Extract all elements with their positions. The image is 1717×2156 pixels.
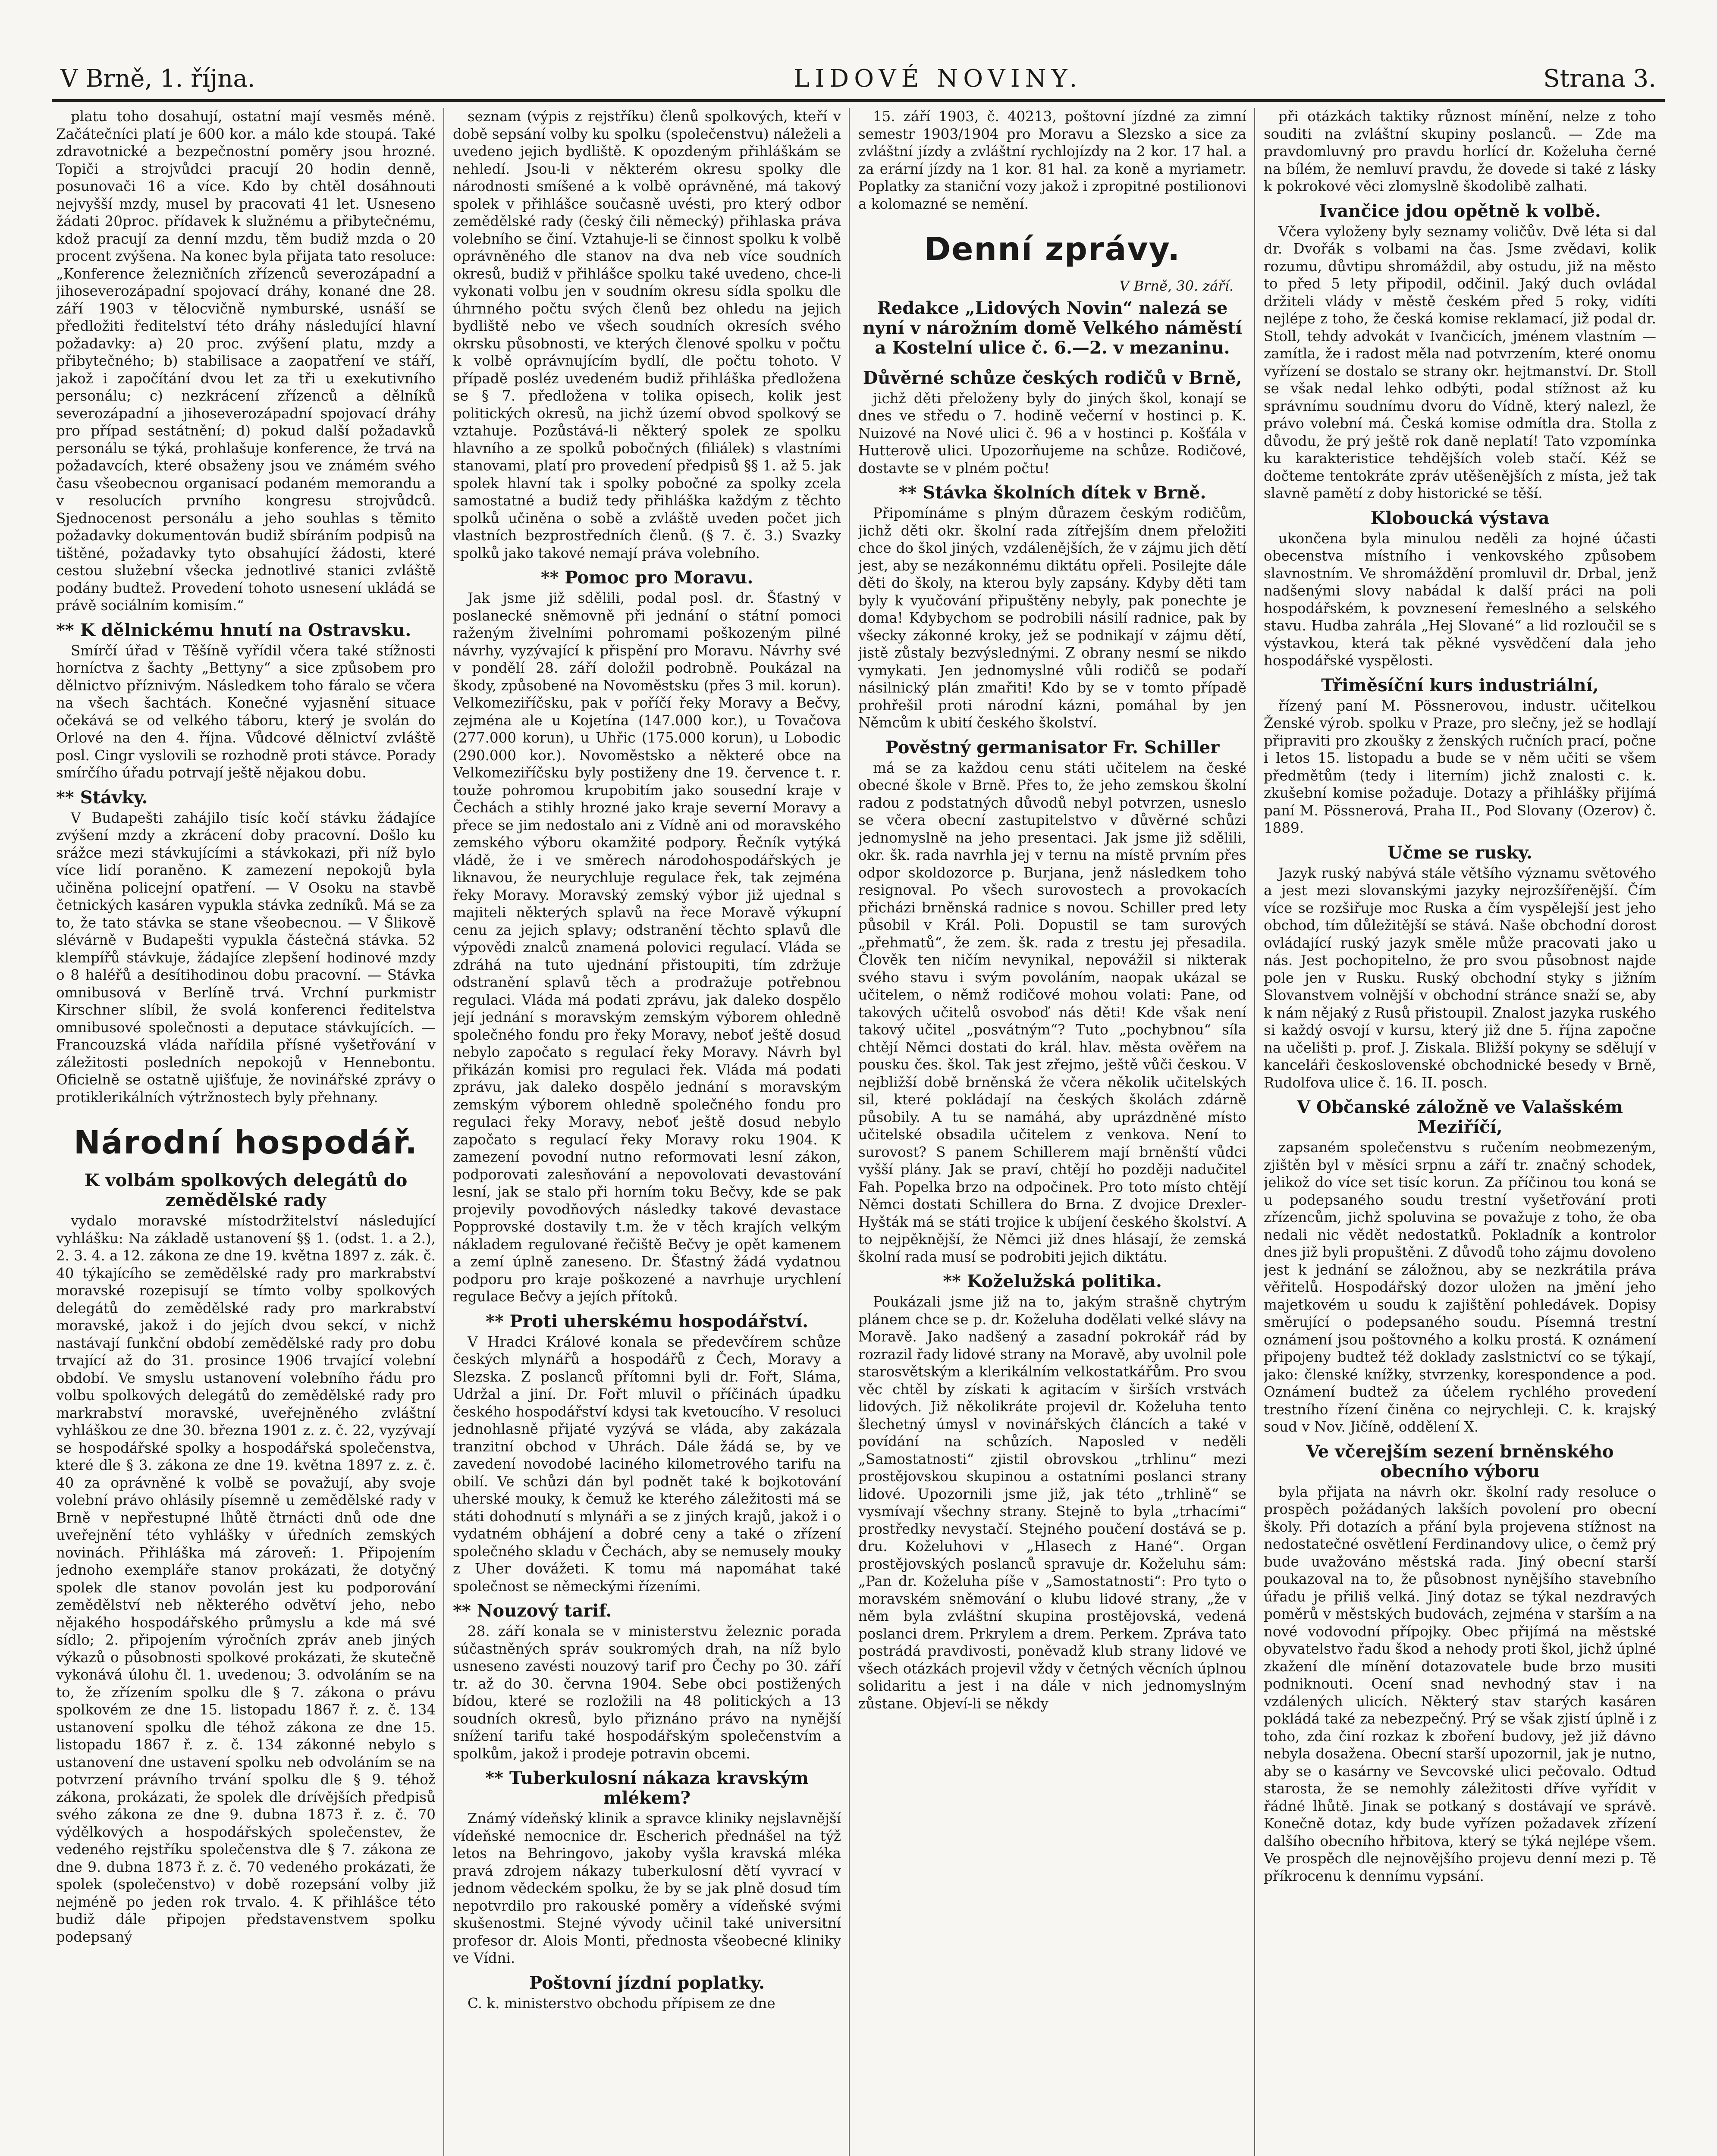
column-3: [858, 108, 1246, 2156]
column-1: [56, 108, 436, 2156]
section-heading-daily-news: Denní zprávy.: [924, 231, 1181, 268]
article-heading: Třiměsíční kurs industriální,: [1321, 675, 1599, 696]
article-text: Poukázali jsme již na to, jakým strašně chytrým plánem chce se p. dr. Koželuha dodělati velké slávy na Moravě. Jako nadšený a zasadní pokrokář rád by rozrazil řady lidové strany na Moravě, aby uvolnil pole starosvětským a klerikálním velkostatkářům. Pro svou věc chtěl by získati k agitacím v širších vrstvách lidových. Již několikráte projevil dr. Koželuha tento šlechetný úmysl v novinářských článcích a také v povídání na schůzích. Naposled v neděli „Samostatnosti“ zjistil obrovskou „trhlinu“ mezi prostějovskou skupinou a ostatními poslanci strany lidové. Upozornili jsme již, jak této „trhlině“ se vysmívají všechny strany. Stejně to byla „trhacími“ prostředky nevystačí. Stejného poučení dostává se p. dru. Koželuhovi v „Hlasech z Hané“. Organ prostějovských poslanců spravuje dr. Koželuhu sám: „Pan dr. Koželuha píše v „Samostatnosti“: Pro tyto o moravském sněmování o klubu lidové strany, „že v něm byla zvláštní skupina prostějovská, vedená poslanci drem. Prkrylem a drem. Perkem. Zpráva tato postrádá pravdivosti, poněvadž klub strany lidové ve všech otázkách projevil vždy v četných věcních úplnou solidaritu a jest i na dále v nich jednomyslným zůstane. Objeví-li se někdy: [858, 1294, 1246, 1712]
article-heading: ** Tuberkulosní nákaza kravským mlékem?: [485, 1768, 809, 1808]
article-text: byla přijata na návrh okr. školní rady resoluce o prospěch požádaných lakších povolení pro obecní školy. Při dotazích a přání byla projevena stížnost na nedostatečné osvětlení Ferdinandovy ulice, o čemž prý bude uvažováno městská rada. Jiný obecní starší poukazoval na to, že působnost nynějšího stavebního úřadu je přiliš velká. Jiný dotaz se týkal nezdravých poměrů v městských budovách, zejména v starším a na nové vodovodní přípojky. Obec přijímá na městské obyvatelstvo řadu škod a nehody proti škol, jichž úplné zkažení dle mínění dotazovatele bude brzo musiti podniknouti. Ocení snad nevhodný stav i na vzdálených ulicích. Některý stav starých kasáren pokládá také za nebezpečný. Prý se však zjistí úplně i z toho, zda činí rozkaz k zboření budovy, jež již dávno nebyla dosažena. Obecní starší upozornil, jak je nutno, aby se o kasárny ve Sevcovské ulici pečovalo. Odtud starosta, že se nemohly záležitosti dříve vyřídit v řádné lhůtě. Jinak se potkaný s dostávají ve správě. Konečně dotaz, kdy bude vyřízen požadavek zřízení dalšího obecního hřbitova, který se týká nejlépe všem. Ve prospěch dle nejnovějšího projevu denní mezi p. Tě příkrocenu k dennímu vypsání.: [1264, 1483, 1656, 1884]
masthead-page-number: Strana 3.: [1543, 65, 1656, 93]
article-text: seznam (výpis z rejstříku) členů spolkových, kteří v době sepsání volby ku spolku (společenstvu) náleželi a uvedeno jejich bydliště. K opozdeným přihláškám se nehledí. Jsou-li v některém okresu spolky dle národnosti smíšené a k volbě oprávněné, má takový spolek v přihlášce současně uvésti, pro který odbor zemědělské rady (český čili německý) přihlaska práva volebního se činí. Vztahuje-li se činnost spolku k volbě oprávněného dle stanov na dva neb více soudních okresů, budiž v přihlášce spolku také uvedeno, chce-li vykonati volbu jen v soudním okresu sídla spolku dle úhrnného počtu svých členů bez ohledu na jejich bydliště nebo ve všech soudních okresích svého okrsku působnosti, ve kterých členové spolku v počtu k volbě oprávnujícím bydlí, dle počtu tohoto. V případě posléz uvedeném budiž přihláška předložena se § 7. předloženа v tolika opisech, kolik jest politických okresů, na jichž území obvod spolkový se vztahuje. Pozůstává-li některý spolek ze spolku hlavního a ze spolků pobočných (filiálek) s vlastními stanovami, platí pro provedení předpisů §§ 1. až 5. jak spolek hlavní tak i spolky pobočné za spolky zcela samostatné a budiž tedy přihláška každým z těchto spolků učiněna o sobě a zvláště uveden počet jich vlastních bezprostředních členů. (§ 7. č. 3.) Svazky spolků jako takové nemají práva volebního.: [453, 108, 841, 561]
article-text: Připomínáme s plným důrazem českým rodičům, jichž děti okr. školní rada zítřejším dnem přeložiti chce do škol jiných, vzdálenějších, že v zájmu jich dětí jest, aby se nezákonnému diktátu opřeli. Posilejte dále děti do školy, na kterou byly zapsány. Kdyby děti tam byly k vyučování připuštěny nebyly, pak ponechte je doma! Kdybychom se podrobili násilí radnice, pak by všecky zákonné kroky, jež se podnikají v zájmu dětí, jistě zůstaly bezvýslednými. Z obrany nesmí se nikdo vymykati. Jen jednomyslné vůli rodičů se podaří násilnický plán zmařiti! Kdo by se v tomto případě prohřešil proti národní kázni, pomáhal by jen Němcům k ubití českého školství.: [858, 505, 1246, 731]
article-heading: K volbám spolkových delegátů do zemědělské rady: [84, 1170, 408, 1210]
column-4: [1264, 108, 1656, 2156]
article-text: při otázkách taktiky různost mínění, nelze z toho souditi na zvláštní skupiny poslanců. — Zde ma pravdomluvný pro pravdu horlící dr. Koželuha černé na bílém, že nemluví pravdu, že dovede si také z lásky k pokrokové věci zlomyslně škodolibě zalhati.: [1264, 108, 1656, 194]
article-text: Jazyk ruský nabývá stále většího významu světového a jest mezi slovanskými jazyky nejrozšířenější. Čím více se rozšiřuje moc Ruska a čím vyspělejší jest jeho obchod, tím důležitější se stává. Naše obchodní dorost ovládající ruský jazyk směle může pracovati jako u nás. Jest pochopitelno, že pro svou působnost najde pole jen v Rusku. Ruský obchodní styky s jižním Slovanstvem volnější v obchodní stránce snaží se, aby k nám nějaký z Rusů přistoupil. Znalost jazyka ruského si každý osvojí v kursu, který již dne 5. října započne na učelišti p. prof. J. Ziskala. Bližší pokyny se sdělují v kanceláři československé obchodnické besedy v Brně, Rudolfova ulice č. 16. II. posch.: [1264, 865, 1656, 1091]
article-heading: ** K dělnickému hnutí na Ostravsku.: [56, 620, 411, 640]
article-text: má se za každou cenu státi učitelem na české obecné škole v Brně. Přes to, že jeho zemskou školní radou z podstatných důvodů nebyl potvrzen, usneslo se včera obecní zastupitelstvo v důvěrné schůzi jednomyslně na jeho presentaci. Jak jsme již sdělili, okr. šk. rada navrhla jej v ternu na místě prvním přes odpor skoldozorce p. Burjana, jenž následkem toho resignoval. Po všech surovostech a provokacích přicházi brněnská radnice s novou. Schiller pred lety působil v Král. Poli. Dopustil se tam surových „přehmatů“, že zem. šk. rada z trestu jej přesadila. Člověk ten ničím nevynikal, nepovážil si nikterak svého stavu i svým povoláním, naopak ukázal se učitelem, o němž rodičové mohou volati: Pane, od takových učitelů osvoboď nás děti! Kde však není takový učitel „posvátným“? Tuto „pochybnou“ síla chtějí Němci dostati do král. hlav. města ověřem na pousku čes. škol. Tak jest zřejmo, ještě vůči českou. V nejbližší době brněnská že včera několik učitelských sil, které pokládají na českých školách zdárně působily. A tu se namáhá, aby uprázdněné místo učitelské obsadila učitelem z venkova. Není to surovost? S panem Schillerem mají brněnští vůdci vyšší plány. Jak se praví, chtějí ho později nadučitel Fah. Popelka brzo na odpočinek. Pro toto místo chtějí Němci dostati Schillera do Brna. Z dvojice Drexler-Hyšták má se státi trojice k ubíjení českého školství. A to nejpěknější, že Němci již dnes hlásají, že zemská školní rada musí se podrobiti jejich diktátu.: [858, 759, 1246, 1265]
masthead-date: V Brně, 1. října.: [60, 65, 255, 93]
column-divider: [1254, 108, 1255, 2156]
article-heading: Ve včerejším sezení brněnského obecního výboru: [1306, 1441, 1614, 1482]
editorial-notice: Redakce „Lidových Novin“ nalezá se nyní v nárožním domě Velkého náměstí a Kostelní ulice č. 6.—2. v mezaninu.: [863, 298, 1242, 358]
article-heading: Učme se rusky.: [1387, 842, 1532, 863]
masthead: [52, 52, 1665, 102]
article-text: C. k. ministerstvo obchodu přípisem ze dne: [468, 1995, 775, 2012]
article-heading: V Občanské záložně ve Valašském Meziříčí,: [1297, 1097, 1623, 1137]
article-text: 28. září konala se v ministerstvu železnic porada súčastněných správ soukromých drah, na níž bylo usneseno zavésti nouzový tarif pro Čechy po 30. září tr. až do 30. června 1904. Sebe obci postižených bídou, které se rozložili na 48 politických a 13 soudních okresů, bylo přiznáno právo na nynější snížení tarifu také hospodářským společenstvím a spolkům, jakož i prodeje potravin obcemi.: [453, 1623, 841, 1762]
article-text: Jak jsme již sdělili, podal posl. dr. Šťastný v poslanecké sněmovně při jednání o státní pomoci raženým živelními pohromami poškozeným pilné návrhy, vyzývající k přispění pro Moravu. Návrhy své v pondělí 28. září doložil podrobně. Poukázal na škody, způsobené na Novoměstsku (přes 3 mil. korun). Velkomeziříčsku, pak v poříčí řeky Moravy a Bečvy, zejména ale u Kojetína (147.000 kor.), u Tovačova (277.000 korun), u Uhřic (175.000 korun), u Lobodic (290.000 kor.). Novoměstsko a některé obce na Velkomeziříčsku byly postiženy dne 19. července t. r. touže pohromou krupobitím jako sousední kraje v Čechách a stihly hrozné jako kraje severní Moravy a přece se jim nedostalo ani z Vídně ani od moravského zemského výboru okamžité podpory. Řečník vytýká vládě, že i ve směrech národohospodářských je liknavou, že neurychluje regulace řek, tak zejména řeky Moravy. Moravský zemský výbor již ujednal s majiteli některých splavů na řece Moravě výkupní cenu za jejich splavy; odstranění těchto splavů dle výpovědi znalců znamená polovici regulací. Vláda se zdráhá na tuto ujednání přistoupiti, tím zdržuje odstranění splavů těch a prodražuje potřebnou regulaci. Vláda má podati zprávu, jak daleko dospělo její jednání s moravským zemským výborem ohledně společného fondu pro řeky Moravy, neboť ještě dosud nebylo započato s regulací řeky Moravy. Návrh byl přikázán komisi pro regulaci řek. Vláda má podati zprávu, jak daleko dospělo jednání s moravským zemským výborem ohledně společného fondu pro regulaci řeky Moravy, neboť ještě dosud nebylo započato s regulací řeky Moravy roku 1904. K zamezení povodní nutno reformovati lesní zákon, podporovati zalesňování a nepovolovati devastování lesní, jak se stalo při horním toku Bečvy, kde se pak projevily povodňových následky takové devastace Popprovské dostavily t.m. že v těch krajích velkým nákladem regulované řečiště Bečvy je opět kamenem a zemí úplně zaneseno. Dr. Šťastný žádá vydatnou podporu pro kraje poškozené a navrhuje urychlení regulace Bečvy a jejích přítoků.: [453, 590, 841, 1305]
masthead-title: LIDOVÉ NOVINY.: [794, 65, 1083, 93]
article-text: V Budapešti zahájilo tisíc kočí stávku žádajíce zvýšení mzdy a zkrácení doby pracovní. Došlo ku srážce mezi stávkujícími a stávkokazi, při níž bylo více lidí poraněno. K zamezení nepokojů byla učiněna policejní opatření. — V Osoku na stavbě četnických kasáren vypukla stávka zedníků. Má se za to, že tato stávka se stane všeobecnou. — V Šlikově slévárně v Budapešti vypukla částečná stávka. 52 klempířů stávkuje, žádajíce zlepšení hodinové mzdy o 8 haléřů a desítihodinou dobu pracovní. — Stávka omnibusová v Berlíně trvá. Vrchní purkmistr Kirschner slíbil, že svolá konferenci ředitelstva omnibusové společnosti a deputace stávkujících. — Francouzská vláda nařídila přísné vyšetřování v záležitosti posledních nepokojů v Hennebontu. Oficielně se ostatně ujišťuje, že novinářské zprávy o protiklerikálních výtržnostech byly přehnany.: [56, 809, 436, 1106]
article-heading: Důvěrné schůze českých rodičů v Brně,: [863, 367, 1242, 388]
article-text: zapsaném společenstvu s ručením neobmezeným, zjištěn byl v měsíci srpnu a září tr. značný schodek, jelikož do více set tisíc korun. Za příčinou tou koná se u podepsaného soudu trestní vyšetřování proti zřízencům, jichž spoluvina se považuje z toho, že oba nedali nic vědět nedostatků. Pokladník a kontrolor dnes již byli propuštěni. Z důvodů toho zájmu dovoleno jest k jednání se záložnou, aby se nezkrátila práva věřitelů. Hospodářský dozor uložen na jmění jeho majetkovém u soudu k zajištění pohledávek. Dopisy směrující o podepsaného soudu. Písemná trestní oznámení jsou poštovného a kolku prostá. K oznámení připojeny budtež též doklady zaslstnictví co se týkají, jako: členské knížky, stvrzenky, korespondence a pod. Oznámení budtež za účelem rychlého provedení trestního řízení činěna co nejrychleji. C. k. krajský soud v Nov. Jičíně, oddělení X.: [1264, 1139, 1656, 1435]
column-divider: [443, 108, 444, 2156]
dateline: V Brně, 30. září.: [1119, 278, 1234, 294]
article-text: 15. září 1903, č. 40213, poštovní jízdné za zimní semestr 1903/1904 pro Moravu a Slezsko a sice za zvláštní jízdy a zvláštní rychlojízdy na 2 kor. 17 hal. a za erární jízdy na 1 kor. 81 hal. za koně a myriametr. Poplatky za staniční vozy jakož i zpropitné postilionovi a kolomazné se nemění.: [858, 108, 1246, 212]
article-text: řízený paní M. Pössnerovou, industr. učitelkou Ženské výrob. spolku v Praze, pro slečny, jež se hodlají připraviti pro zkoušky z ženských ručních prací, počne i letos 15. listopadu a bude se v něm učiti se všem předmětům (tedy i literním) jichž znalosti c. k. zkušební komise požaduje. Dotazy a přihlášky přijímá paní M. Pössnerová, Praha II., Pod Slovany (Ozerov) č. 1889.: [1264, 697, 1656, 836]
article-heading: ** Stávky.: [56, 787, 148, 808]
article-heading: Poštovní jízdní poplatky.: [529, 1972, 765, 1993]
column-2: [453, 108, 841, 2156]
article-text: V Hradci Králové konala se předevčírem schůze českých mlynářů a hospodářů z Čech, Moravy a Slezska. Z poslanců přítomni byli dr. Fořt, Sláma, Udržal a jiní. Dr. Fořt mluvil o příčinách úpadku českého hospodářství kdysi tak kvetoucího. V resoluci jednohlasně přijaté vyzývá se vláda, aby zakázala tranzitní obchod v Uhrách. Dále žádá se, by ve zavedení novodobé laciného kilometrového tarifu na obilí. Ve schůzi dán byl podnět také k bojkotování uherské mouky, k čemuž ke kterého záležitosti má se státi dohodnutí s mlynáři a se z jiných krajů, jakož i o vydatném obhájení a dobré ceny a také o zřízení společného skladu v Čechách, aby se nemusely mouky z Uher dovážeti. K tomu má napomáhat také společnost se německými řízeními.: [453, 1333, 841, 1595]
article-text: Známý vídeňský klinik a spravce kliniky nejslavnější vídeňské nemocnice dr. Escherich přednášel na týž letos na Behringovo, jakoby vyšla kravská mléka pravá zdrojem nákazy tuberkulosní dětí vyvrací v jednom vědeckém spolku, že by se jak plně dosud tím nepotvrdilo pro rakouské poměry a vídeňské svými skušenostmi. Stejné vývody učinil také universitní profesor dr. Alois Monti, přednosta všeobecné kliniky ve Vídni.: [453, 1810, 841, 1966]
article-heading: ** Stávka školních dítek v Brně.: [898, 483, 1206, 503]
article-text: Včera vyloženy byly seznamy voličův. Dvě léta si dal dr. Dvořák s volbami na čas. Jsme zvědavi, kolik rozumu, důvtipu shromáždil, aby ostudu, již na město to před 5 lety připodil, odčinil. Jaký duch ovládal držiteli vlády v městě českém před 5 roky, vidíti nejlépe z toho, že česká komise reklamací, již podal dr. Stoll, tehdy advokát v Ivančicích, jménem vlastním — zamítla, že i radost měla nad potvrzením, které onomu vyřízení se dostalo se strany okr. hejtmanství. Dr. Stoll se však nedal lehko odbýti, podal stížnost až ku správnímu soudnímu dvoru do Vídně, který nalezl, že právo volební má. Česká komise odmítla dra. Stolla z důvodu, že prý ještě rok daně neplatí! Tato vzpomínka ku karakteristice tehdějších voleb stačí. Kéž se dočteme tentokráte zpráv utěšenějších z místa, jež tak slavně pamětí z doby historické se těší.: [1264, 223, 1656, 501]
article-heading: ** Nouzový tarif.: [453, 1601, 612, 1621]
column-divider: [849, 108, 850, 2156]
article-text: vydalo moravské místodržitelství následující vyhlášku: Na základě ustanovení §§ 1. (odst. 1. a 2.), 2. 3. 4. a 12. zákona ze dne 19. května 1897 z. zák. č. 40 týkajícího se zemědělské rady pro markrabství moravské rozepisují se tímto volby spolkových delegátů do zemědělské rady pro markrabství moravské, jakož i do jejích dvou sekcí, v nichž nastávají funkční období zemědělské rady pro dobu trvající až do 31. prosince 1906 trvající volební období. Ve smyslu ustanovení volebního řádu pro volbu spolkových delegátů do zemědělské rady pro markrabství moravské, uveřejněného zvláštní vyhláškou ze dne 30. března 1901 z. z. č. 22, vyzývají se hospodářské spolky a hospodářská společenstva, které dle § 3. zákona ze dne 19. května 1897 z. z. č. 40 za oprávněné k volbě se považují, aby svoje volební právo ohlásily písemně u zemědělské rady v Brně v nepřestupné lhůtě čtrnácti dnů ode dne uveřejnění této vyhlášky v úředních zemských novinách. Přihláška má zároveň: 1. Připojením jednoho exempláře stanov prokázati, že dotyčný spolek dle stanov povolán jest ku podporování zemědělství neb některého odvětví jeho, nebo nějakého hospodářského průmyslu a kde má své sídlo; 2. připojením výročních zpráv aneb jiných výkazů o působnosti spolkové prokázati, že skutečně vykonává úlohu čl. 1. uvedenou; 3. odvoláním se na to, že zřízením spolku dle § 7. zákona o právu spolkovém ze dne 15. listopadu 1867 ř. z. č. 134 ustanovení spolku dle téhož zákona ze dne 15. listopadu 1867 ř. z. č. 134 zákonné nebylo s ustanovení dne ustavení spolku neb odvoláním se na potvrzení právního trvání spolku dle § 9. téhož zákona, prokázati, že spolek dle drívějších předpisů svého zákona ze dne 9. dubna 1873 ř. z. č. 70 výdělkových a hospodářských společenstev, že vedeného rejstříku společenstva dle § 7. zákona ze dne 9. dubna 1873 ř. z. č. 70 vedeného prokázati, že spolek (společenstvo) v době rozepsání volby již nejméně po jeden rok trvalo. 4. K přihlášce této budiž dále připojen představenstvem spolku podepsaný: [56, 1213, 436, 1945]
article-heading: Pověstný germanisator Fr. Schiller: [885, 737, 1220, 758]
article-text: ukončena byla minulou neděli za hojné účasti obecenstva místního i venkovského způsobem slavnostním. Ve shromáždění promluvil dr. Drbal, jenž nadšenými slovy nabádal k další práci na poli hospodářském, k povznesení řemeslného a selského stavu. Hudba zahrála „Hej Slované“ a lid rozloučil se s výstavkou, která tak pěkné vysvědčení dala jeho hospodářské vyspělosti.: [1264, 530, 1656, 669]
section-heading-economy: Národní hospodář.: [73, 1124, 418, 1161]
article-heading: Ivančice jdou opětně k volbě.: [1319, 201, 1601, 221]
article-text: jichž děti přeloženy byly do jiných škol, konají se dnes ve středu o 7. hodině večerní v hostinci p. K. Nuizové na Nové ulici č. 96 a v hostinci p. Košťála v Hutterově ulici. Upozorňujeme na schůze. Rodičové, dostavte se v plném počtu!: [858, 390, 1246, 476]
article-text: Smírčí úřad v Těšíně vyřídil včera také stížnosti horníctva z šachty „Bettyny“ a sice způsobem pro dělnictvo příznivým. Následkem toho fáralo se včera na všech šachtách. Konečné vyjasnění situace očekává se od velkého táboru, který je svolán do Orlové na den 4. října. Vůdcové dělnictví zvláště posl. Cingr vyslovili se rozhodně proti stávce. Porady smírčího úřadu potrvají ještě nějakou dobu.: [56, 642, 436, 781]
article-heading: Kloboucká výstava: [1370, 508, 1550, 528]
article-heading: ** Proti uherskému hospodářství.: [485, 1311, 809, 1332]
article-heading: ** Pomoc pro Moravu.: [540, 567, 753, 588]
article-text: platu toho dosahují, ostatní mají vesměs méně. Začátečníci platí je 600 kor. a málo kde stoupá. Také zdravotnické a bezpečnostní poměry jsou hrozné. Topiči a strojvůdci pracují 20 hodin denně, posunovači 16 a více. Kdo by chtěl dosáhnouti nejvyšší mzdy, musel by pracovati 41 let. Usneseno žádati 20proc. přídavek k služnému a přibytečnému, kdož pracují za denní mzdu, těm budiž mzda o 20 procent zvýšena. Na konec byla přijata tato resoluce: „Konference železničních zřízenců severozápadní a jihoseverozápadní spojovací dráhy, konané dne 28. září 1903 v tělocvičně nymburské, usnáší se předložiti ředitelství této dráhy následující hlavní požadavky: a) 20 proc. zvýšení platu, mzdy a přibytečného; b) stabilisace a zaopatření ve stáří, jakož i započítání dvou let za tři u exekutivního personálu; c) nezkrácení zřízenců a dělníků severozápadní a jihoseverozápadní spojovací dráhy pro případ sestátnění; d) pokud další požadavků personálu se týká, prohlašuje konference, že trvá na požadavcích, které obsaženy jsou ve známém svého času všeobecnou organisací podaném memorandu a v resolucích prvního kongresu strojvůdců. Sjednocenost personálu a jeho souhlas s těmito požadavky dokumentován budiž sbíráním podpisů na tištěné, požadavky tyto obsahující žádosti, které cestou služební všecka jednotlivé stanici zvláště podány budtež. Provedení tohoto usnesení ukládá se právě sociálním komisím.“: [56, 108, 436, 614]
article-heading: ** Koželužská politika.: [943, 1271, 1162, 1291]
